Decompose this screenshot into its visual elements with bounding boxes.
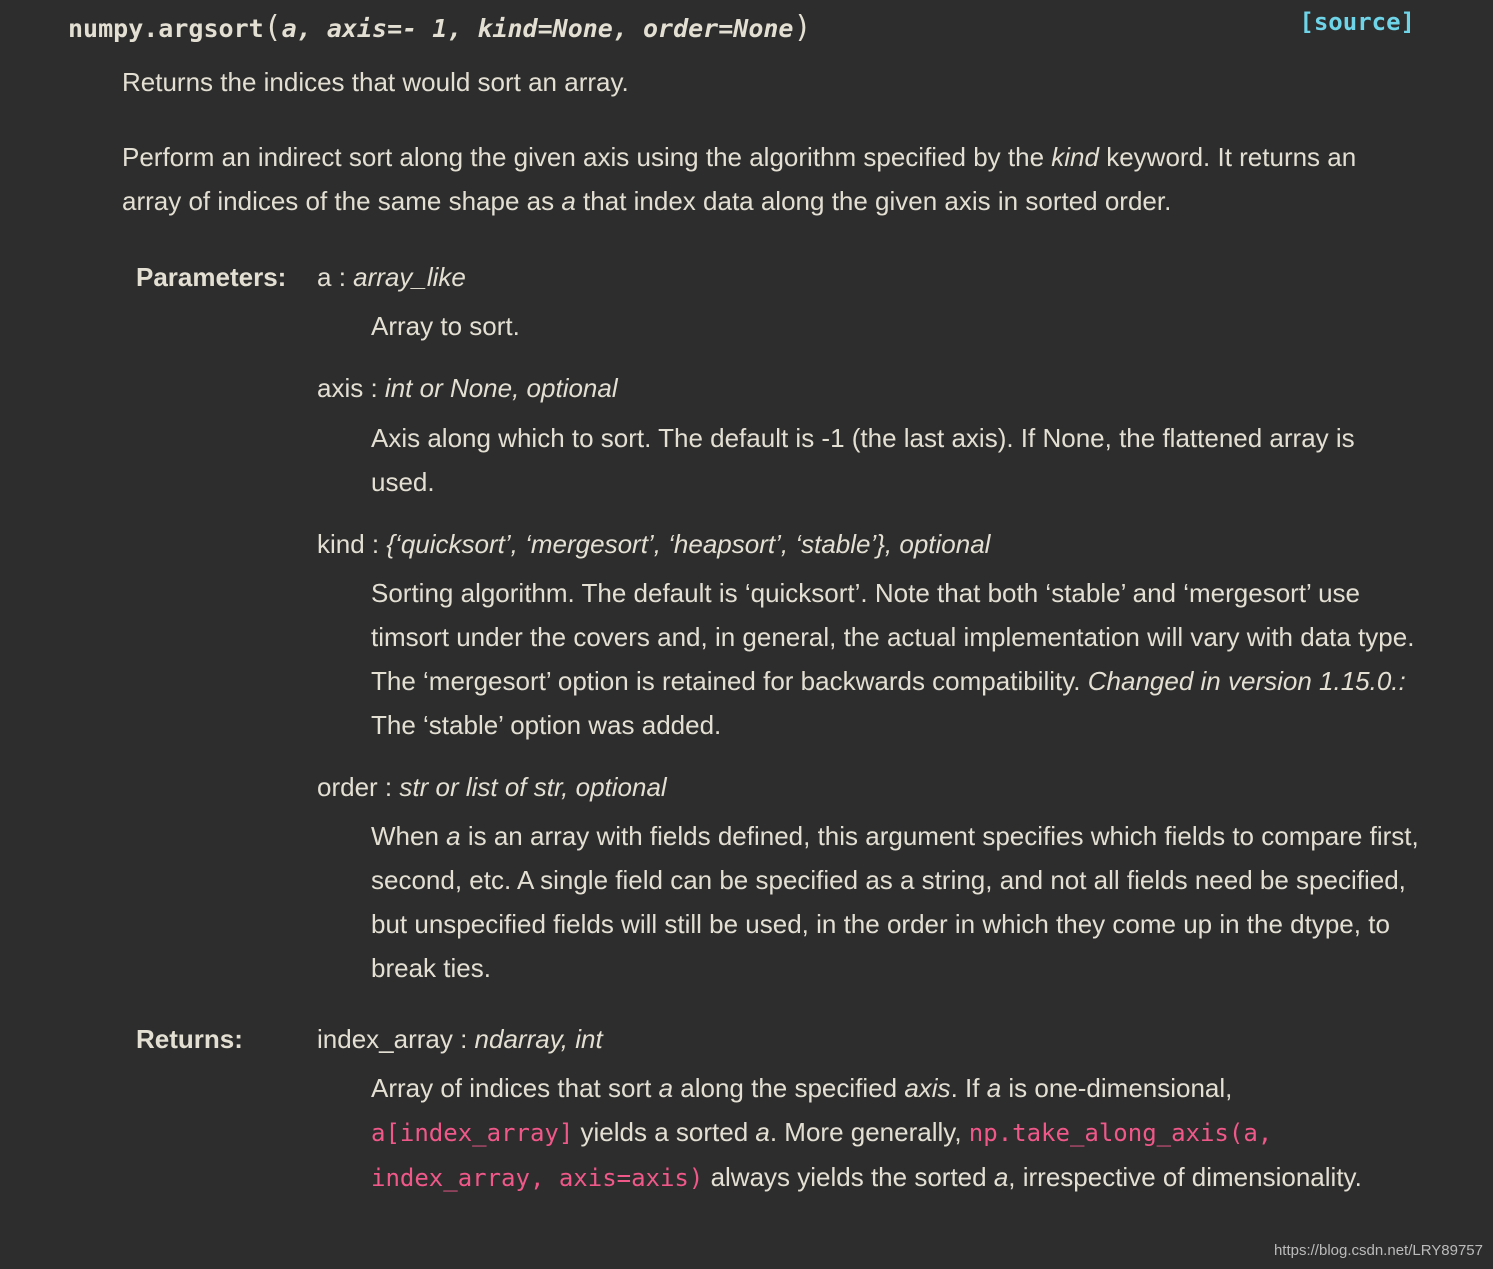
param-a: a : array_like [317, 262, 466, 292]
param-kind: kind : {‘quicksort’, ‘mergesort’, ‘heapsort’, ‘stable’}, optional [317, 529, 991, 559]
parameters-label: Parameters: [136, 262, 287, 292]
param-order: order : str or list of str, optional [317, 772, 667, 802]
param-order-desc: When a is an array with fields defined, this argument specifies which fields to compare first, second, etc. A single field can be specified as a string, and not all fields need be specified, but unspecified fields will still be used, in the order in which they come up in the dtype, to break ties. [371, 821, 1419, 983]
function-name: numpy.argsort [68, 14, 264, 43]
function-signature [68, 10, 812, 45]
return-desc: Array of indices that sort a along the specified axis. If a is one-dimensional, a[index_array] yields a sorted a. More generally, np.take_along_axis(a, index_array, axis=axis) always yields the sorted a, irrespective of dimensionality. [371, 1073, 1362, 1192]
summary: Returns the indices that would sort an array. [122, 67, 629, 97]
param-kind-desc: Sorting algorithm. The default is ‘quicksort’. Note that both ‘stable’ and ‘mergesort’ use timsort under the covers and, in general, the actual implementation will vary with data type. The ‘mergesort’ option is retained for backwards compatibility. Changed in version 1.15.0.: The ‘stable’ option was added. [371, 578, 1415, 740]
return-index-array: index_array : ndarray, int [317, 1024, 603, 1054]
source-link[interactable]: [source] [1299, 8, 1415, 36]
close-paren: ) [793, 10, 812, 45]
code-index-expr: a[index_array] [371, 1119, 574, 1147]
code-take-along-axis: np.take_along_axis(a, index_array, axis=axis) [371, 1119, 1273, 1192]
returns-label: Returns: [136, 1024, 243, 1054]
open-paren: ( [263, 10, 282, 45]
param-a-desc: Array to sort. [371, 311, 520, 341]
extended-description: Perform an indirect sort along the given axis using the algorithm specified by the kind keyword. It returns an array of indices of the same shape as a that index data along the given axis in sorted order. [122, 142, 1357, 216]
param-axis-desc: Axis along which to sort. The default is -1 (the last axis). If None, the flattened array is used. [371, 423, 1355, 497]
function-args: a, axis=- 1, kind=None, order=None [281, 14, 794, 43]
watermark: https://blog.csdn.net/LRY89757 [1273, 1242, 1483, 1259]
param-axis: axis : int or None, optional [317, 373, 618, 403]
